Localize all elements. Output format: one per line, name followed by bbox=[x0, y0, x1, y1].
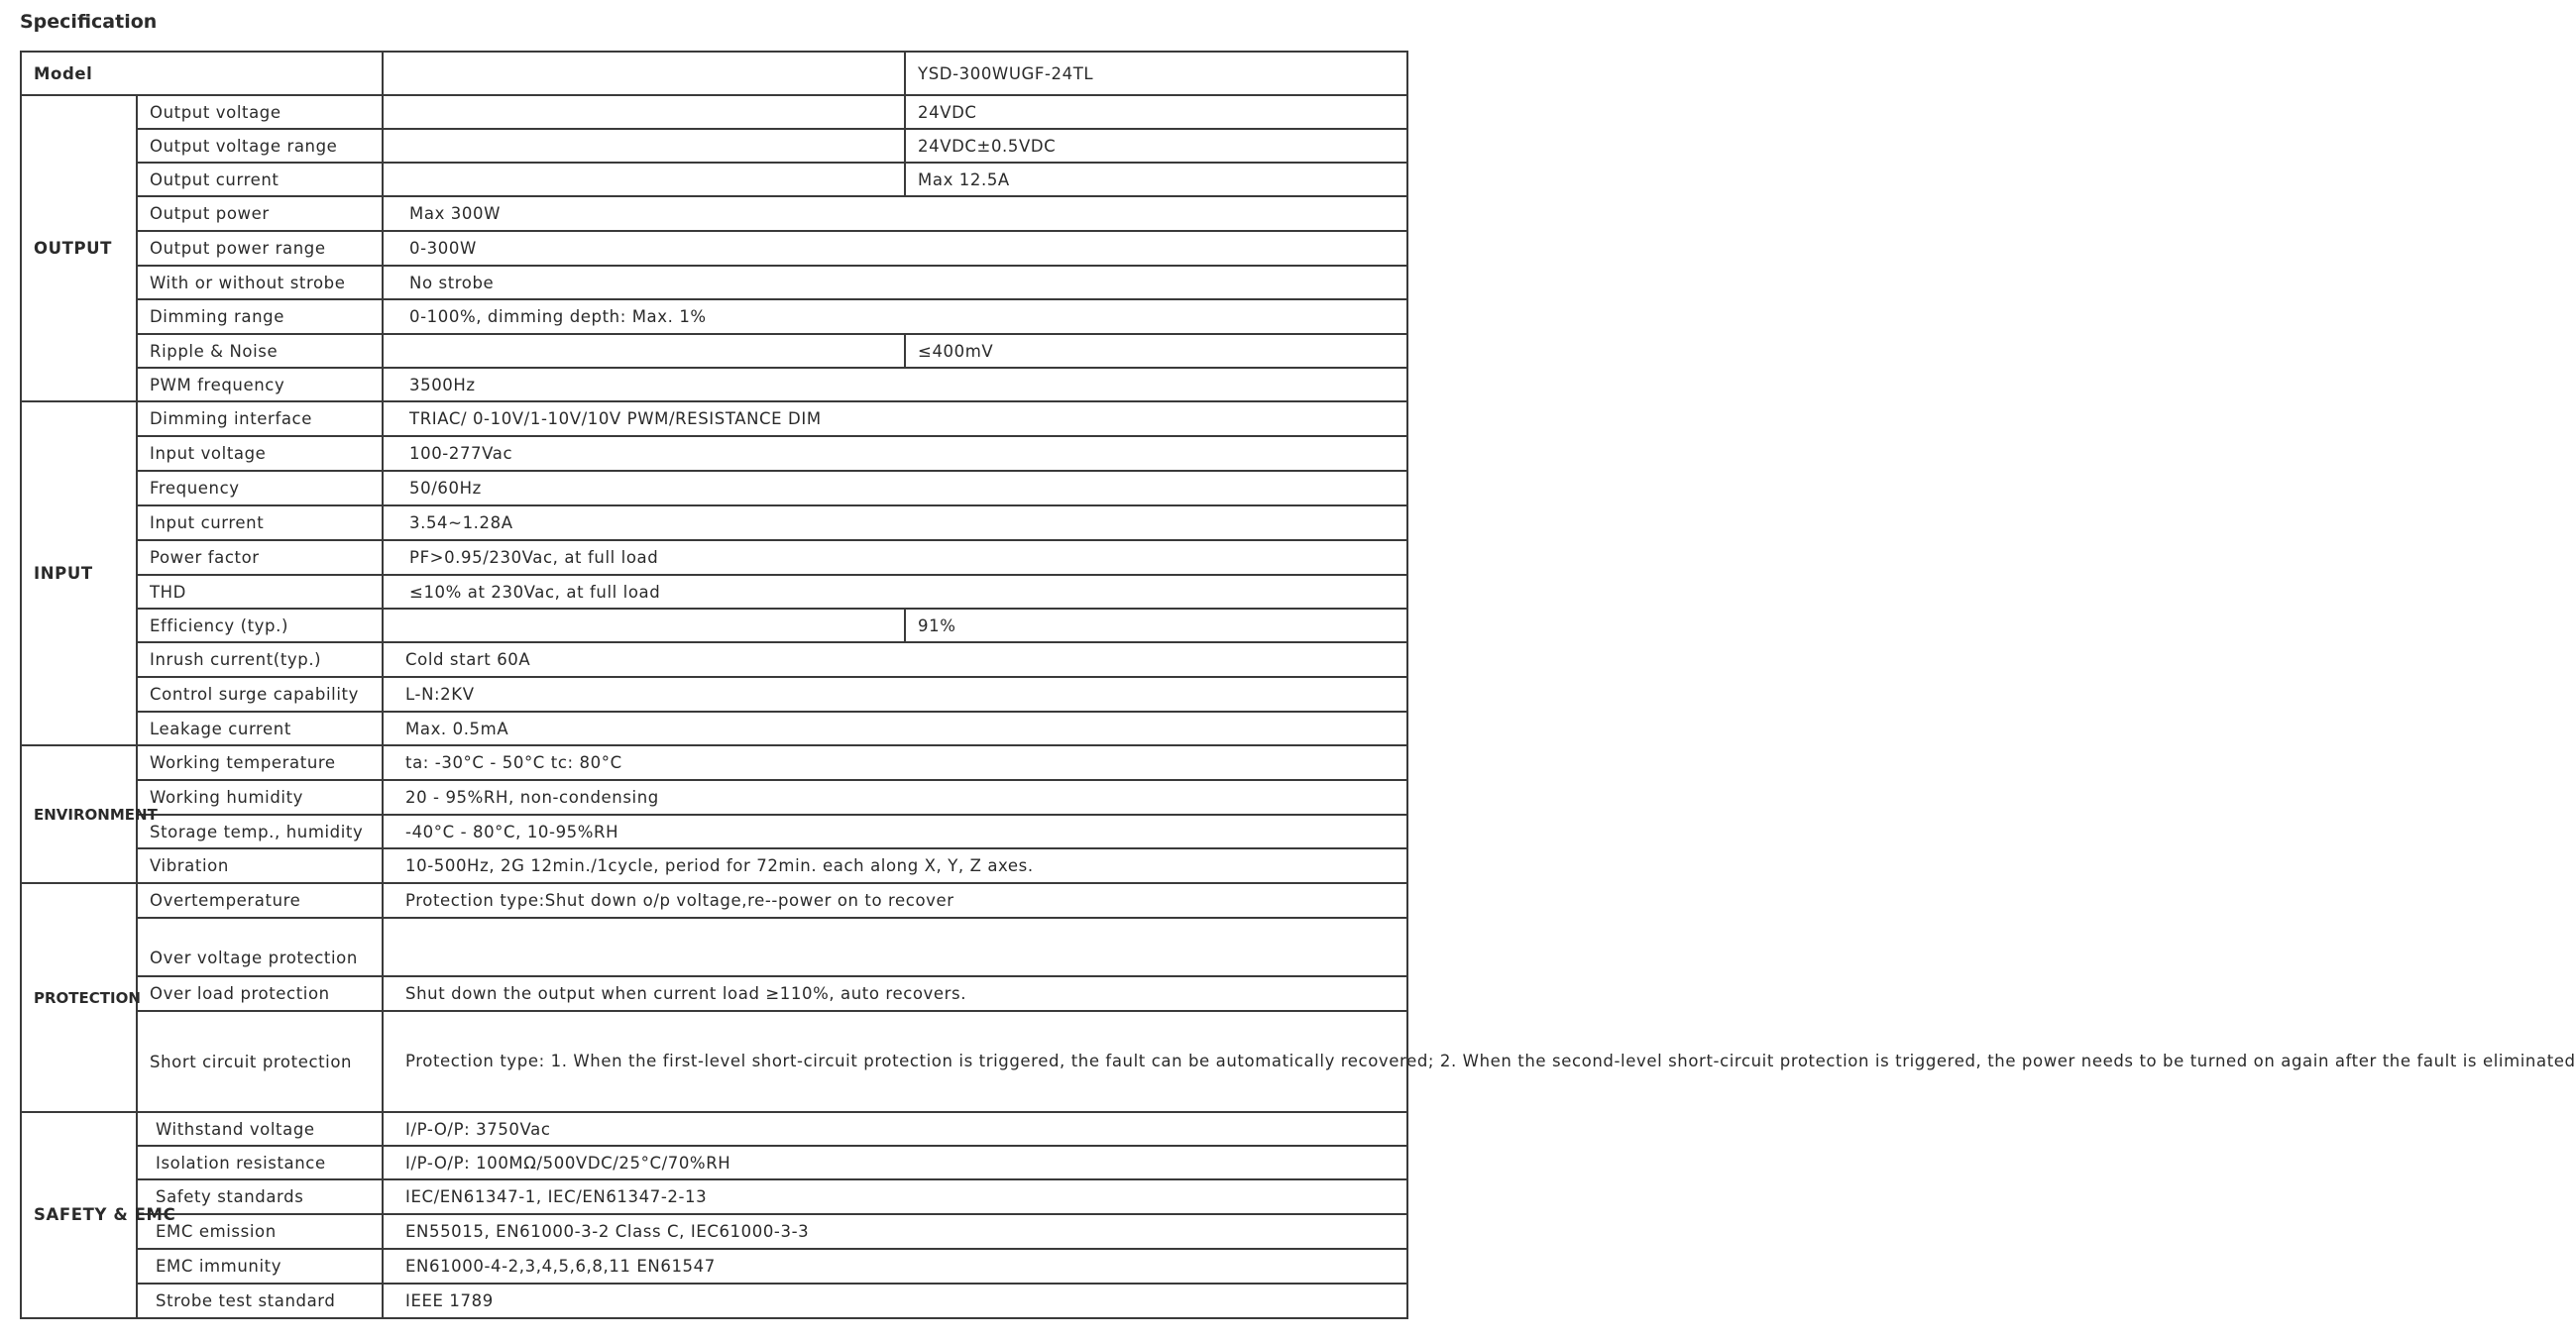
model-label: Model bbox=[21, 52, 383, 95]
spec-value: Protection type: 1. When the first-level short-circuit protection is triggered, the fault can be automatically recovered; 2. When the second-level short-circuit protection is triggered, the power needs to be turned on again after the fault is eliminated bbox=[383, 1011, 1407, 1112]
spec-label: Output power range bbox=[137, 231, 383, 266]
spec-label: Strobe test standard bbox=[137, 1284, 383, 1318]
spec-value: 0-300W bbox=[383, 231, 1407, 266]
blank-cell bbox=[383, 609, 905, 642]
spec-label: Leakage current bbox=[137, 712, 383, 745]
spec-value: 91% bbox=[905, 609, 1407, 642]
blank-cell bbox=[383, 95, 905, 129]
spec-value: ≤10% at 230Vac, at full load bbox=[383, 575, 1407, 609]
spec-value: PF>0.95/230Vac, at full load bbox=[383, 540, 1407, 575]
spec-value: Protection type:Shut down o/p voltage,re--power on to recover bbox=[383, 883, 1407, 918]
spec-value: EN61000-4-2,3,4,5,6,8,11 EN61547 bbox=[383, 1249, 1407, 1284]
spec-value: 24VDC±0.5VDC bbox=[905, 129, 1407, 163]
blank-cell bbox=[383, 918, 1407, 976]
spec-label: Vibration bbox=[137, 848, 383, 883]
group-protection: PROTECTION bbox=[21, 883, 137, 1112]
spec-value: Max. 0.5mA bbox=[383, 712, 1407, 745]
table-row bbox=[21, 129, 1407, 163]
spec-value: I/P-O/P: 3750Vac bbox=[383, 1112, 1407, 1146]
model-value: YSD-300WUGF-24TL bbox=[905, 52, 1407, 95]
spec-value: 24VDC bbox=[905, 95, 1407, 129]
spec-value: 10-500Hz, 2G 12min./1cycle, period for 72min. each along X, Y, Z axes. bbox=[383, 848, 1407, 883]
spec-label: Output voltage bbox=[137, 95, 383, 129]
table-row bbox=[21, 95, 1407, 129]
spec-value: Max 12.5A bbox=[905, 163, 1407, 196]
spec-value: ≤400mV bbox=[905, 334, 1407, 368]
spec-label: Safety standards bbox=[137, 1179, 383, 1214]
table-row bbox=[21, 196, 1407, 231]
table-row bbox=[21, 976, 1407, 1011]
spec-value: ta: -30°C - 50°C tc: 80°C bbox=[383, 745, 1407, 780]
table-row bbox=[21, 1112, 1407, 1146]
table-row bbox=[21, 471, 1407, 505]
table-row bbox=[21, 780, 1407, 815]
table-row bbox=[21, 334, 1407, 368]
table-row bbox=[21, 745, 1407, 780]
table-row bbox=[21, 848, 1407, 883]
table-row bbox=[21, 540, 1407, 575]
blank-cell bbox=[383, 163, 905, 196]
spec-label: Input voltage bbox=[137, 436, 383, 471]
specification-table bbox=[20, 51, 2576, 1319]
spec-label: Dimming range bbox=[137, 299, 383, 334]
blank-cell bbox=[383, 334, 905, 368]
spec-label: Overtemperature bbox=[137, 883, 383, 918]
table-row bbox=[21, 575, 1407, 609]
table-row bbox=[21, 815, 1407, 848]
spec-label: Short circuit protection bbox=[137, 1011, 383, 1112]
table-row bbox=[21, 266, 1407, 299]
spec-label: Ripple & Noise bbox=[137, 334, 383, 368]
table-row bbox=[21, 918, 1407, 976]
spec-label: EMC immunity bbox=[137, 1249, 383, 1284]
group-output: OUTPUT bbox=[21, 95, 137, 401]
group-safety-emc: SAFETY & EMC bbox=[21, 1112, 137, 1318]
table-row bbox=[21, 401, 1407, 436]
table-row bbox=[21, 1146, 1407, 1179]
spec-value: 100-277Vac bbox=[383, 436, 1407, 471]
spec-label: EMC emission bbox=[137, 1214, 383, 1249]
blank-cell bbox=[383, 129, 905, 163]
table-row bbox=[21, 163, 1407, 196]
table-row bbox=[21, 642, 1407, 677]
spec-label: Output current bbox=[137, 163, 383, 196]
spec-label: Over load protection bbox=[137, 976, 383, 1011]
table-row bbox=[21, 505, 1407, 540]
spec-label: PWM frequency bbox=[137, 368, 383, 401]
spec-label: Isolation resistance bbox=[137, 1146, 383, 1179]
spec-label: THD bbox=[137, 575, 383, 609]
spec-value: TRIAC/ 0-10V/1-10V/10V PWM/RESISTANCE DIM bbox=[383, 401, 1407, 436]
table-row bbox=[21, 1011, 1407, 1112]
spec-label: Output voltage range bbox=[137, 129, 383, 163]
spec-value: No strobe bbox=[383, 266, 1407, 299]
table-row bbox=[21, 1284, 1407, 1318]
spec-value: -40°C - 80°C, 10-95%RH bbox=[383, 815, 1407, 848]
group-environment: ENVIRONMENT bbox=[21, 745, 137, 883]
table-row bbox=[21, 609, 1407, 642]
table-row bbox=[21, 712, 1407, 745]
spec-value: L-N:2KV bbox=[383, 677, 1407, 712]
page-title: Specification bbox=[20, 11, 158, 33]
spec-value: I/P-O/P: 100MΩ/500VDC/25°C/70%RH bbox=[383, 1146, 1407, 1179]
table-row bbox=[21, 677, 1407, 712]
spec-label: With or without strobe bbox=[137, 266, 383, 299]
spec-label: Storage temp., humidity bbox=[137, 815, 383, 848]
spec-label: Working temperature bbox=[137, 745, 383, 780]
spec-value: 50/60Hz bbox=[383, 471, 1407, 505]
table-row bbox=[21, 1249, 1407, 1284]
spec-value: Cold start 60A bbox=[383, 642, 1407, 677]
spec-value: Shut down the output when current load ≥110%, auto recovers. bbox=[383, 976, 1407, 1011]
spec-value: Max 300W bbox=[383, 196, 1407, 231]
table-row bbox=[21, 1214, 1407, 1249]
spec-value: EN55015, EN61000-3-2 Class C, IEC61000-3-3 bbox=[383, 1214, 1407, 1249]
spec-value: IEEE 1789 bbox=[383, 1284, 1407, 1318]
spec-label: Inrush current(typ.) bbox=[137, 642, 383, 677]
spec-label: Dimming interface bbox=[137, 401, 383, 436]
spec-label: Control surge capability bbox=[137, 677, 383, 712]
table-row bbox=[21, 231, 1407, 266]
spec-label: Power factor bbox=[137, 540, 383, 575]
spec-label: Over voltage protection bbox=[137, 918, 383, 976]
table-row bbox=[21, 1179, 1407, 1214]
blank-cell bbox=[383, 52, 905, 95]
table-row bbox=[21, 436, 1407, 471]
spec-label: Withstand voltage bbox=[137, 1112, 383, 1146]
table-row bbox=[21, 299, 1407, 334]
spec-value: IEC/EN61347-1, IEC/EN61347-2-13 bbox=[383, 1179, 1407, 1214]
spec-label: Working humidity bbox=[137, 780, 383, 815]
spec-value: 3.54~1.28A bbox=[383, 505, 1407, 540]
spec-label: Efficiency (typ.) bbox=[137, 609, 383, 642]
group-input: INPUT bbox=[21, 401, 137, 745]
spec-label: Frequency bbox=[137, 471, 383, 505]
table-row bbox=[21, 52, 1407, 95]
table-row bbox=[21, 368, 1407, 401]
spec-value: 0-100%, dimming depth: Max. 1% bbox=[383, 299, 1407, 334]
table-row bbox=[21, 883, 1407, 918]
spec-value: 20 - 95%RH, non-condensing bbox=[383, 780, 1407, 815]
spec-label: Input current bbox=[137, 505, 383, 540]
spec-value: 3500Hz bbox=[383, 368, 1407, 401]
spec-label: Output power bbox=[137, 196, 383, 231]
